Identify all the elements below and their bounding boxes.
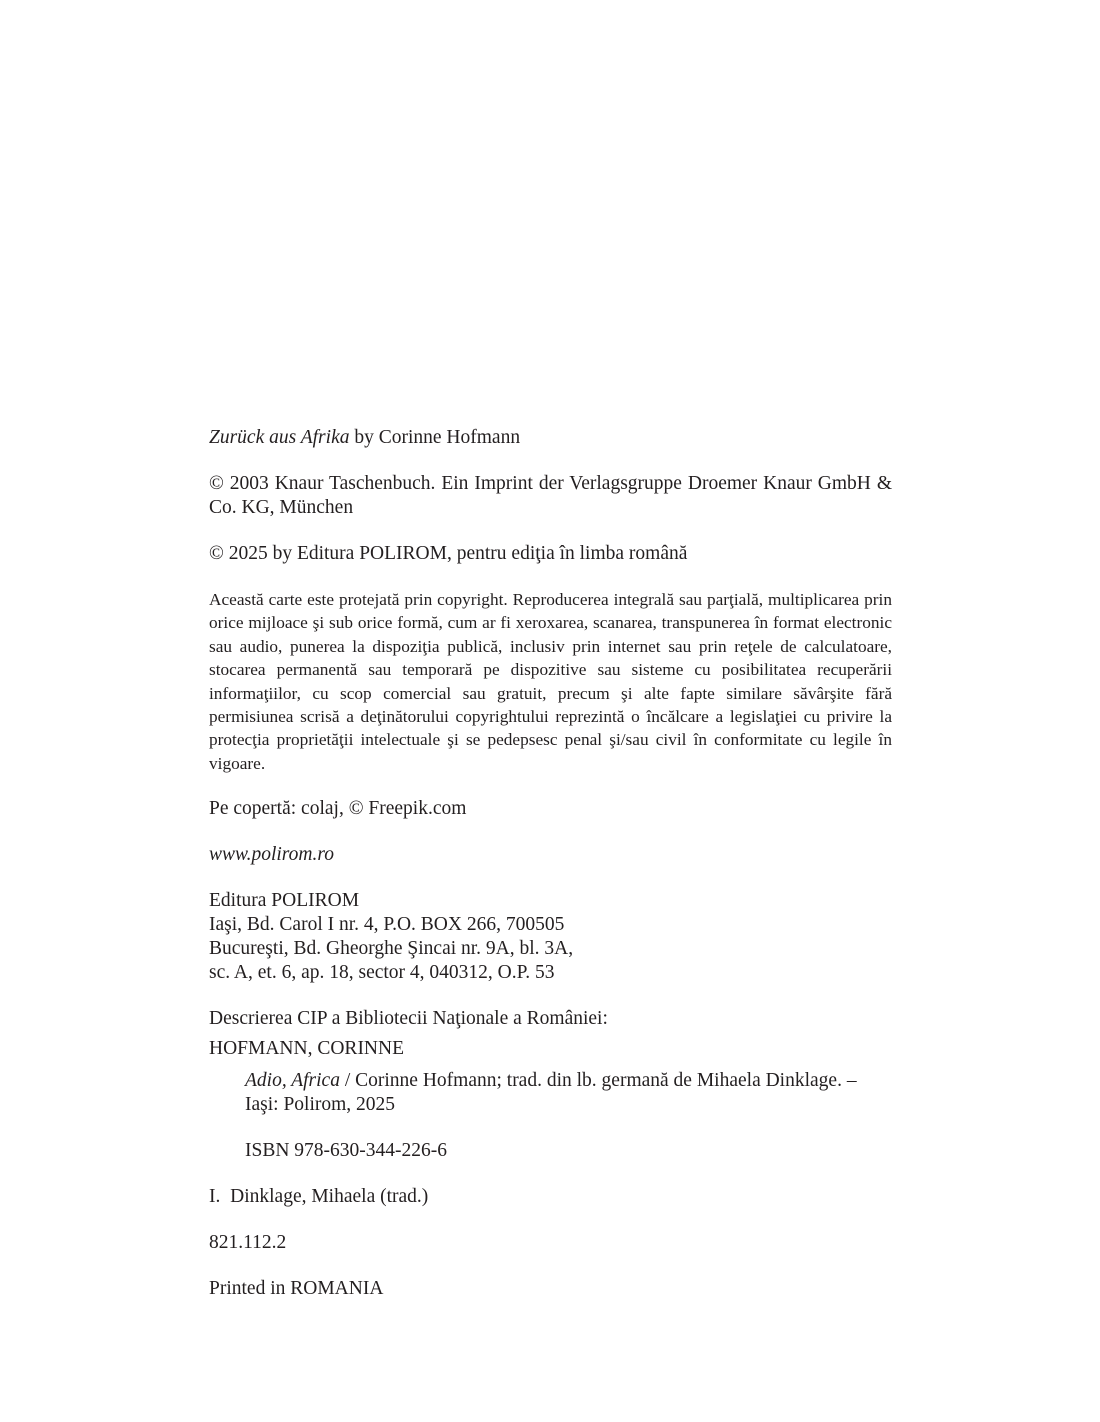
cip-entry-place: Iaşi: Polirom, 2025: [245, 1094, 396, 1116]
original-author: by Corinne Hofmann: [349, 427, 521, 448]
publisher-name: Editura POLIROM: [209, 890, 360, 912]
publisher-address-bucuresti-1: Bucureşti, Bd. Gheorghe Şincai nr. 9A, bl. 3A,: [209, 938, 574, 960]
publisher-address-bucuresti-2: sc. A, et. 6, ap. 18, sector 4, 040312, O.P. 53: [209, 962, 555, 984]
cip-classification: 821.112.2: [209, 1232, 287, 1254]
printed-in: Printed in ROMANIA: [209, 1278, 384, 1300]
copyright-translation: © 2025 by Editura POLIROM, pentru ediţia în limba română: [209, 543, 688, 564]
copyright-original: © 2003 Knaur Taschenbuch. Ein Imprint der Verlagsgruppe Droemer Knaur GmbH & Co. KG, München: [209, 473, 892, 518]
cip-contributor: I. Dinklage, Mihaela (trad.): [209, 1186, 429, 1208]
publisher-address-iasi: Iaşi, Bd. Carol I nr. 4, P.O. BOX 266, 700505: [209, 914, 565, 936]
original-title: Zurück aus Afrika: [209, 427, 350, 448]
cip-title: Adio, Africa: [245, 1070, 340, 1092]
cip-heading: Descrierea CIP a Bibliotecii Naţionale a României:: [209, 1008, 608, 1030]
cip-entry: [209, 1069, 892, 1093]
website: www.polirom.ro: [209, 844, 334, 866]
copyright-page: [209, 426, 892, 1301]
cip-entry-rest: / Corinne Hofmann; trad. din lb. germană de Mihaela Dinklage. –: [339, 1070, 857, 1092]
cip-author: HOFMANN, CORINNE: [209, 1038, 405, 1060]
original-title-line: [209, 426, 892, 450]
cover-credit: Pe copertă: colaj, © Freepik.com: [209, 798, 467, 820]
legal-notice: Această carte este protejată prin copyright. Reproducerea integrală sau parţială, multiplicarea prin orice mijloace şi sub orice formă, cum ar fi xeroxarea, scanarea, transpunerea în format electronic sau audio, punerea la dispoziţia publică, inclusiv prin internet sau prin reţele de calculatoare, stocarea permanentă sau temporară pe dispozitive sau sisteme cu posibilitatea recuperării informaţiilor, cu scop comercial sau gratuit, precum şi alte fapte similare săvârşite fără permisiunea scrisă a deţinătorului copyrightului reprezintă o încălcare a legislaţiei cu privire la protecţia proprietăţii intelectuale şi se pedepsesc penal şi/sau civil în conformitate cu legile în vigoare.: [209, 590, 892, 773]
cip-block: [209, 1007, 892, 1255]
publisher-block: [209, 889, 892, 985]
cip-isbn: ISBN 978-630-344-226-6: [245, 1140, 448, 1162]
